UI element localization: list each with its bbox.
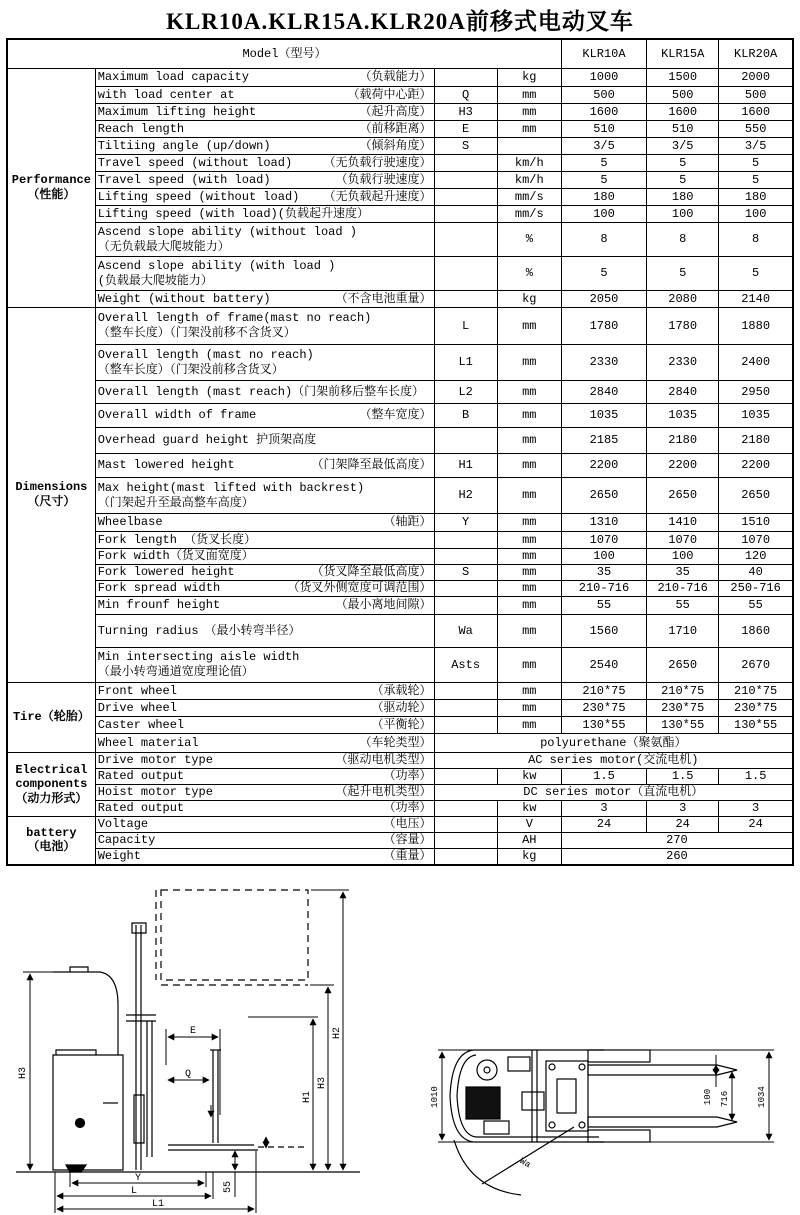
spec-label-cell: Travel speed (without load) （无负载行驶速度） xyxy=(95,155,434,172)
spec-label-cell: Drive wheel （驱动轮） xyxy=(95,700,434,717)
symbol-cell xyxy=(434,532,497,549)
spec-label-cell: Max height(mast lifted with backrest) （门架起升至最高整车高度） xyxy=(95,478,434,514)
symbol-cell: H1 xyxy=(434,454,497,478)
spec-row xyxy=(7,817,793,833)
value-cell: 40 xyxy=(719,565,793,581)
symbol-cell: L1 xyxy=(434,345,497,381)
value-cell: 1.5 xyxy=(719,769,793,785)
value-cell: 24 xyxy=(561,817,646,833)
value-cell: 1600 xyxy=(719,104,793,121)
top-view-drawing xyxy=(424,1037,796,1212)
spec-label-cell: Lifting speed (with load)(负载起升速度） xyxy=(95,206,434,223)
spec-row xyxy=(7,121,793,138)
value-cell: 1070 xyxy=(647,532,719,549)
dim-label-h3-right: H3 xyxy=(317,1076,328,1090)
spec-row xyxy=(7,104,793,121)
unit-cell: mm xyxy=(497,597,561,615)
value-cell: 8 xyxy=(561,223,646,257)
spec-label-cell: Voltage （电压） xyxy=(95,817,434,833)
spec-row xyxy=(7,717,793,734)
spec-row xyxy=(7,138,793,155)
value-cell: 510 xyxy=(647,121,719,138)
value-cell: 1510 xyxy=(719,514,793,532)
value-cell: 3 xyxy=(719,801,793,817)
value-cell: 5 xyxy=(647,257,719,291)
unit-cell: mm xyxy=(497,87,561,104)
spec-row xyxy=(7,291,793,308)
spec-row xyxy=(7,69,793,87)
value-cell: 1070 xyxy=(561,532,646,549)
symbol-cell xyxy=(434,717,497,734)
section-label-cell: Electrical components （动力形式） xyxy=(7,753,95,817)
section-label-cell: Performance （性能） xyxy=(7,69,95,308)
value-cell: 500 xyxy=(561,87,646,104)
spec-row xyxy=(7,549,793,565)
spec-row xyxy=(7,801,793,817)
value-cell: 2140 xyxy=(719,291,793,308)
spec-label-cell: Maximum load capacity （负载能力） xyxy=(95,69,434,87)
symbol-cell xyxy=(434,172,497,189)
unit-cell: mm xyxy=(497,345,561,381)
spec-row xyxy=(7,597,793,615)
spec-row xyxy=(7,683,793,700)
unit-cell: mm xyxy=(497,454,561,478)
value-cell: 500 xyxy=(647,87,719,104)
spec-label-cell: Min frounf height （最小离地间隙） xyxy=(95,597,434,615)
spec-label-cell: with load center at （载荷中心距） xyxy=(95,87,434,104)
value-cell: 500 xyxy=(719,87,793,104)
spec-row xyxy=(7,404,793,428)
section-label-cell: Dimensions （尺寸） xyxy=(7,308,95,683)
spec-row xyxy=(7,514,793,532)
value-cell: 3/5 xyxy=(561,138,646,155)
spec-label-cell: Rated output （功率） xyxy=(95,769,434,785)
unit-cell: mm xyxy=(497,428,561,454)
unit-cell: mm xyxy=(497,565,561,581)
dim-label-l1: L1 xyxy=(151,1199,165,1210)
value-cell: 100 xyxy=(561,549,646,565)
value-cell: 5 xyxy=(561,155,646,172)
unit-cell: mm xyxy=(497,381,561,404)
value-cell: 210*75 xyxy=(719,683,793,700)
symbol-cell: L2 xyxy=(434,381,497,404)
spec-label-cell: Hoist motor type （起升电机类型） xyxy=(95,785,434,801)
value-cell: 8 xyxy=(647,223,719,257)
spec-row xyxy=(7,700,793,717)
dim-label-overall-width: 1034 xyxy=(757,1086,767,1108)
dim-label-h1: H1 xyxy=(302,1090,313,1104)
model-name-klr20a: KLR20A xyxy=(719,39,793,69)
symbol-cell xyxy=(434,849,497,865)
value-cell: 2650 xyxy=(719,478,793,514)
value-cell: 180 xyxy=(647,189,719,206)
span-value-cell: DC series motor（直流电机） xyxy=(434,785,793,801)
spec-label-cell: Caster wheel （平衡轮） xyxy=(95,717,434,734)
value-cell: 3/5 xyxy=(719,138,793,155)
value-cell: 100 xyxy=(719,206,793,223)
symbol-cell: B xyxy=(434,404,497,428)
spec-row xyxy=(7,172,793,189)
value-cell: 1035 xyxy=(719,404,793,428)
dim-label-y: Y xyxy=(134,1173,142,1184)
value-cell: 5 xyxy=(719,257,793,291)
spec-label-cell: Lifting speed (without load) （无负载起升速度） xyxy=(95,189,434,206)
spec-row xyxy=(7,155,793,172)
model-name-klr15a: KLR15A xyxy=(647,39,719,69)
spec-row xyxy=(7,532,793,549)
spec-row xyxy=(7,615,793,648)
value-cell: 210*75 xyxy=(561,683,646,700)
unit-cell: mm xyxy=(497,700,561,717)
page-title: KLR10A.KLR15A.KLR20A前移式电动叉车 xyxy=(166,9,634,34)
dim-label-l: L xyxy=(130,1186,138,1197)
value-cell: 2080 xyxy=(647,291,719,308)
unit-cell: AH xyxy=(497,833,561,849)
spec-label-cell: Ascend slope ability (with load ) (负载最大爬坡能力） xyxy=(95,257,434,291)
value-cell: 210-716 xyxy=(647,581,719,597)
value-cell: 2650 xyxy=(561,478,646,514)
value-cell: 2180 xyxy=(647,428,719,454)
spec-label-cell: Fork width（货叉面宽度） xyxy=(95,549,434,565)
value-cell: 230*75 xyxy=(561,700,646,717)
value-cell: 1860 xyxy=(719,615,793,648)
unit-cell: % xyxy=(497,223,561,257)
symbol-cell xyxy=(434,69,497,87)
dim-label-fork-width: 100 xyxy=(703,1088,713,1106)
spec-row xyxy=(7,734,793,753)
value-cell: 1410 xyxy=(647,514,719,532)
symbol-cell: Y xyxy=(434,514,497,532)
symbol-cell xyxy=(434,597,497,615)
symbol-cell xyxy=(434,769,497,785)
spec-label-cell: Reach length （前移距离） xyxy=(95,121,434,138)
unit-cell: mm xyxy=(497,308,561,345)
value-cell: 2185 xyxy=(561,428,646,454)
symbol-cell: L xyxy=(434,308,497,345)
value-cell: 1780 xyxy=(561,308,646,345)
symbol-cell xyxy=(434,428,497,454)
spec-label-cell: Front wheel （承载轮） xyxy=(95,683,434,700)
value-cell: 130*55 xyxy=(647,717,719,734)
spec-row xyxy=(7,785,793,801)
symbol-cell xyxy=(434,817,497,833)
value-cell: 1.5 xyxy=(561,769,646,785)
value-cell: 1710 xyxy=(647,615,719,648)
value-cell: 2840 xyxy=(561,381,646,404)
value-cell: 2330 xyxy=(561,345,646,381)
value-cell: 55 xyxy=(647,597,719,615)
symbol-cell xyxy=(434,700,497,717)
value-cell: 8 xyxy=(719,223,793,257)
spec-row xyxy=(7,478,793,514)
spec-label-cell: Fork lowered height （货叉降至最低高度） xyxy=(95,565,434,581)
symbol-cell xyxy=(434,833,497,849)
spec-row xyxy=(7,381,793,404)
value-cell: 5 xyxy=(719,172,793,189)
unit-cell: mm xyxy=(497,104,561,121)
value-cell: 3 xyxy=(561,801,646,817)
value-cell: 1035 xyxy=(647,404,719,428)
spec-label-cell: Weight （重量） xyxy=(95,849,434,865)
value-cell: 210-716 xyxy=(561,581,646,597)
value-cell: 24 xyxy=(719,817,793,833)
side-view-drawing xyxy=(8,865,380,1215)
unit-cell: mm xyxy=(497,532,561,549)
spec-row xyxy=(7,454,793,478)
spec-row xyxy=(7,87,793,104)
value-cell: 180 xyxy=(561,189,646,206)
spec-label-cell: Overhead guard height 护顶架高度 xyxy=(95,428,434,454)
symbol-cell xyxy=(434,223,497,257)
section-label-cell: battery （电池） xyxy=(7,817,95,865)
unit-cell: % xyxy=(497,257,561,291)
dim-label-ground-clearance: 55 xyxy=(223,1180,234,1194)
spec-row xyxy=(7,648,793,683)
dim-label-h3-left: H3 xyxy=(18,1066,29,1080)
value-cell: 2540 xyxy=(561,648,646,683)
spec-label-cell: Fork spread width （货叉外侧宽度可调范围） xyxy=(95,581,434,597)
spec-row xyxy=(7,769,793,785)
value-cell: 1310 xyxy=(561,514,646,532)
value-cell: 1035 xyxy=(561,404,646,428)
unit-cell: kg xyxy=(497,849,561,865)
spec-label-cell: Turning radius （最小转弯半径） xyxy=(95,615,434,648)
unit-cell: mm xyxy=(497,683,561,700)
spec-label-cell: Overall length of frame(mast no reach) （整车长度）（门架没前移不含货叉） xyxy=(95,308,434,345)
unit-cell: mm xyxy=(497,404,561,428)
span-value-cell: 270 xyxy=(561,833,793,849)
value-cell: 1880 xyxy=(719,308,793,345)
spec-row xyxy=(7,308,793,345)
unit-cell: V xyxy=(497,817,561,833)
value-cell: 55 xyxy=(719,597,793,615)
value-cell: 24 xyxy=(647,817,719,833)
symbol-cell: E xyxy=(434,121,497,138)
spec-label-cell: Maximum lifting height （起升高度） xyxy=(95,104,434,121)
spec-row xyxy=(7,581,793,597)
value-cell: 2650 xyxy=(647,648,719,683)
value-cell: 2400 xyxy=(719,345,793,381)
spec-label-cell: Capacity （容量） xyxy=(95,833,434,849)
value-cell: 100 xyxy=(561,206,646,223)
value-cell: 2180 xyxy=(719,428,793,454)
model-name-klr10a: KLR10A xyxy=(561,39,646,69)
value-cell: 1600 xyxy=(647,104,719,121)
value-cell: 2670 xyxy=(719,648,793,683)
symbol-cell xyxy=(434,291,497,308)
symbol-cell: H3 xyxy=(434,104,497,121)
unit-cell: mm/s xyxy=(497,189,561,206)
value-cell: 1780 xyxy=(647,308,719,345)
dim-label-q: Q xyxy=(184,1069,192,1080)
value-cell: 130*55 xyxy=(719,717,793,734)
unit-cell: mm xyxy=(497,717,561,734)
spec-row xyxy=(7,565,793,581)
unit-cell: kw xyxy=(497,769,561,785)
symbol-cell: S xyxy=(434,138,497,155)
value-cell: 2050 xyxy=(561,291,646,308)
span-value-cell: polyurethane（聚氨酯） xyxy=(434,734,793,753)
symbol-cell xyxy=(434,155,497,172)
spec-row xyxy=(7,206,793,223)
value-cell: 2950 xyxy=(719,381,793,404)
symbol-cell xyxy=(434,189,497,206)
symbol-cell xyxy=(434,549,497,565)
value-cell: 230*75 xyxy=(719,700,793,717)
symbol-cell xyxy=(434,257,497,291)
unit-cell: kg xyxy=(497,291,561,308)
dim-label-h2: H2 xyxy=(332,1026,343,1040)
value-cell: 1600 xyxy=(561,104,646,121)
value-cell: 2650 xyxy=(647,478,719,514)
value-cell: 1560 xyxy=(561,615,646,648)
spec-label-cell: Travel speed (with load) （负载行驶速度） xyxy=(95,172,434,189)
unit-cell: mm/s xyxy=(497,206,561,223)
value-cell: 55 xyxy=(561,597,646,615)
span-value-cell: 260 xyxy=(561,849,793,865)
spec-row xyxy=(7,223,793,257)
spec-row xyxy=(7,428,793,454)
symbol-cell xyxy=(434,683,497,700)
value-cell: 2840 xyxy=(647,381,719,404)
symbol-cell: Asts xyxy=(434,648,497,683)
value-cell: 510 xyxy=(561,121,646,138)
value-cell: 230*75 xyxy=(647,700,719,717)
value-cell: 2200 xyxy=(561,454,646,478)
value-cell: 100 xyxy=(647,549,719,565)
value-cell: 1500 xyxy=(647,69,719,87)
dim-label-turning-radius: Wa xyxy=(517,1156,533,1171)
symbol-cell xyxy=(434,801,497,817)
value-cell: 250-716 xyxy=(719,581,793,597)
unit-cell: km/h xyxy=(497,155,561,172)
spec-label-cell: Ascend slope ability (without load ) （无负载最大爬坡能力） xyxy=(95,223,434,257)
value-cell: 3 xyxy=(647,801,719,817)
spec-label-cell: Fork length （货叉长度） xyxy=(95,532,434,549)
symbol-cell xyxy=(434,206,497,223)
spec-label-cell: Wheelbase （轴距） xyxy=(95,514,434,532)
spec-table xyxy=(6,38,794,866)
unit-cell: mm xyxy=(497,581,561,597)
spec-row xyxy=(7,189,793,206)
spec-label-cell: Drive motor type （驱动电机类型） xyxy=(95,753,434,769)
spec-row xyxy=(7,345,793,381)
spec-label-cell: Overall length (mast reach)（门架前移后整车长度） xyxy=(95,381,434,404)
spec-label-cell: Rated output （功率） xyxy=(95,801,434,817)
spec-label-cell: Tiltiing angle (up/down) （倾斜角度） xyxy=(95,138,434,155)
spec-row xyxy=(7,849,793,865)
symbol-cell xyxy=(434,581,497,597)
span-value-cell: AC series motor(交流电机) xyxy=(434,753,793,769)
value-cell: 130*55 xyxy=(561,717,646,734)
spec-row xyxy=(7,833,793,849)
value-cell: 210*75 xyxy=(647,683,719,700)
dim-label-body-width: 1010 xyxy=(430,1086,440,1108)
value-cell: 3/5 xyxy=(647,138,719,155)
value-cell: 1000 xyxy=(561,69,646,87)
symbol-cell: H2 xyxy=(434,478,497,514)
value-cell: 5 xyxy=(561,257,646,291)
unit-cell: mm xyxy=(497,478,561,514)
spec-label-cell: Min intersecting aisle width （最小转弯通道宽度理论值） xyxy=(95,648,434,683)
value-cell: 100 xyxy=(647,206,719,223)
section-label-cell: Tire（轮胎） xyxy=(7,683,95,753)
value-cell: 2200 xyxy=(647,454,719,478)
value-cell: 5 xyxy=(647,172,719,189)
value-cell: 5 xyxy=(647,155,719,172)
value-cell: 5 xyxy=(561,172,646,189)
unit-cell xyxy=(497,138,561,155)
spec-row xyxy=(7,753,793,769)
value-cell: 180 xyxy=(719,189,793,206)
value-cell: 35 xyxy=(647,565,719,581)
value-cell: 550 xyxy=(719,121,793,138)
spec-label-cell: Weight (without battery) （不含电池重量） xyxy=(95,291,434,308)
unit-cell: mm xyxy=(497,514,561,532)
unit-cell: kw xyxy=(497,801,561,817)
value-cell: 2000 xyxy=(719,69,793,87)
spec-label-cell: Mast lowered height （门架降至最低高度） xyxy=(95,454,434,478)
dim-label-fork-spread: 716 xyxy=(720,1090,730,1108)
unit-cell: mm xyxy=(497,615,561,648)
value-cell: 1070 xyxy=(719,532,793,549)
unit-cell: mm xyxy=(497,648,561,683)
value-cell: 5 xyxy=(719,155,793,172)
spec-sheet-page xyxy=(0,3,800,1215)
unit-cell: km/h xyxy=(497,172,561,189)
model-header-label: Model（型号） xyxy=(7,39,561,69)
unit-cell: kg xyxy=(497,69,561,87)
symbol-cell: Q xyxy=(434,87,497,104)
dim-label-e: E xyxy=(189,1026,197,1037)
symbol-cell: S xyxy=(434,565,497,581)
unit-cell: mm xyxy=(497,121,561,138)
spec-row xyxy=(7,257,793,291)
spec-label-cell: Wheel material （车轮类型） xyxy=(95,734,434,753)
value-cell: 35 xyxy=(561,565,646,581)
spec-label-cell: Overall length (mast no reach) （整车长度）（门架没前移含货叉） xyxy=(95,345,434,381)
value-cell: 1.5 xyxy=(647,769,719,785)
spec-label-cell: Overall width of frame （整车宽度） xyxy=(95,404,434,428)
value-cell: 120 xyxy=(719,549,793,565)
value-cell: 2330 xyxy=(647,345,719,381)
symbol-cell: Wa xyxy=(434,615,497,648)
model-header-row xyxy=(7,39,793,69)
unit-cell: mm xyxy=(497,549,561,565)
value-cell: 2200 xyxy=(719,454,793,478)
